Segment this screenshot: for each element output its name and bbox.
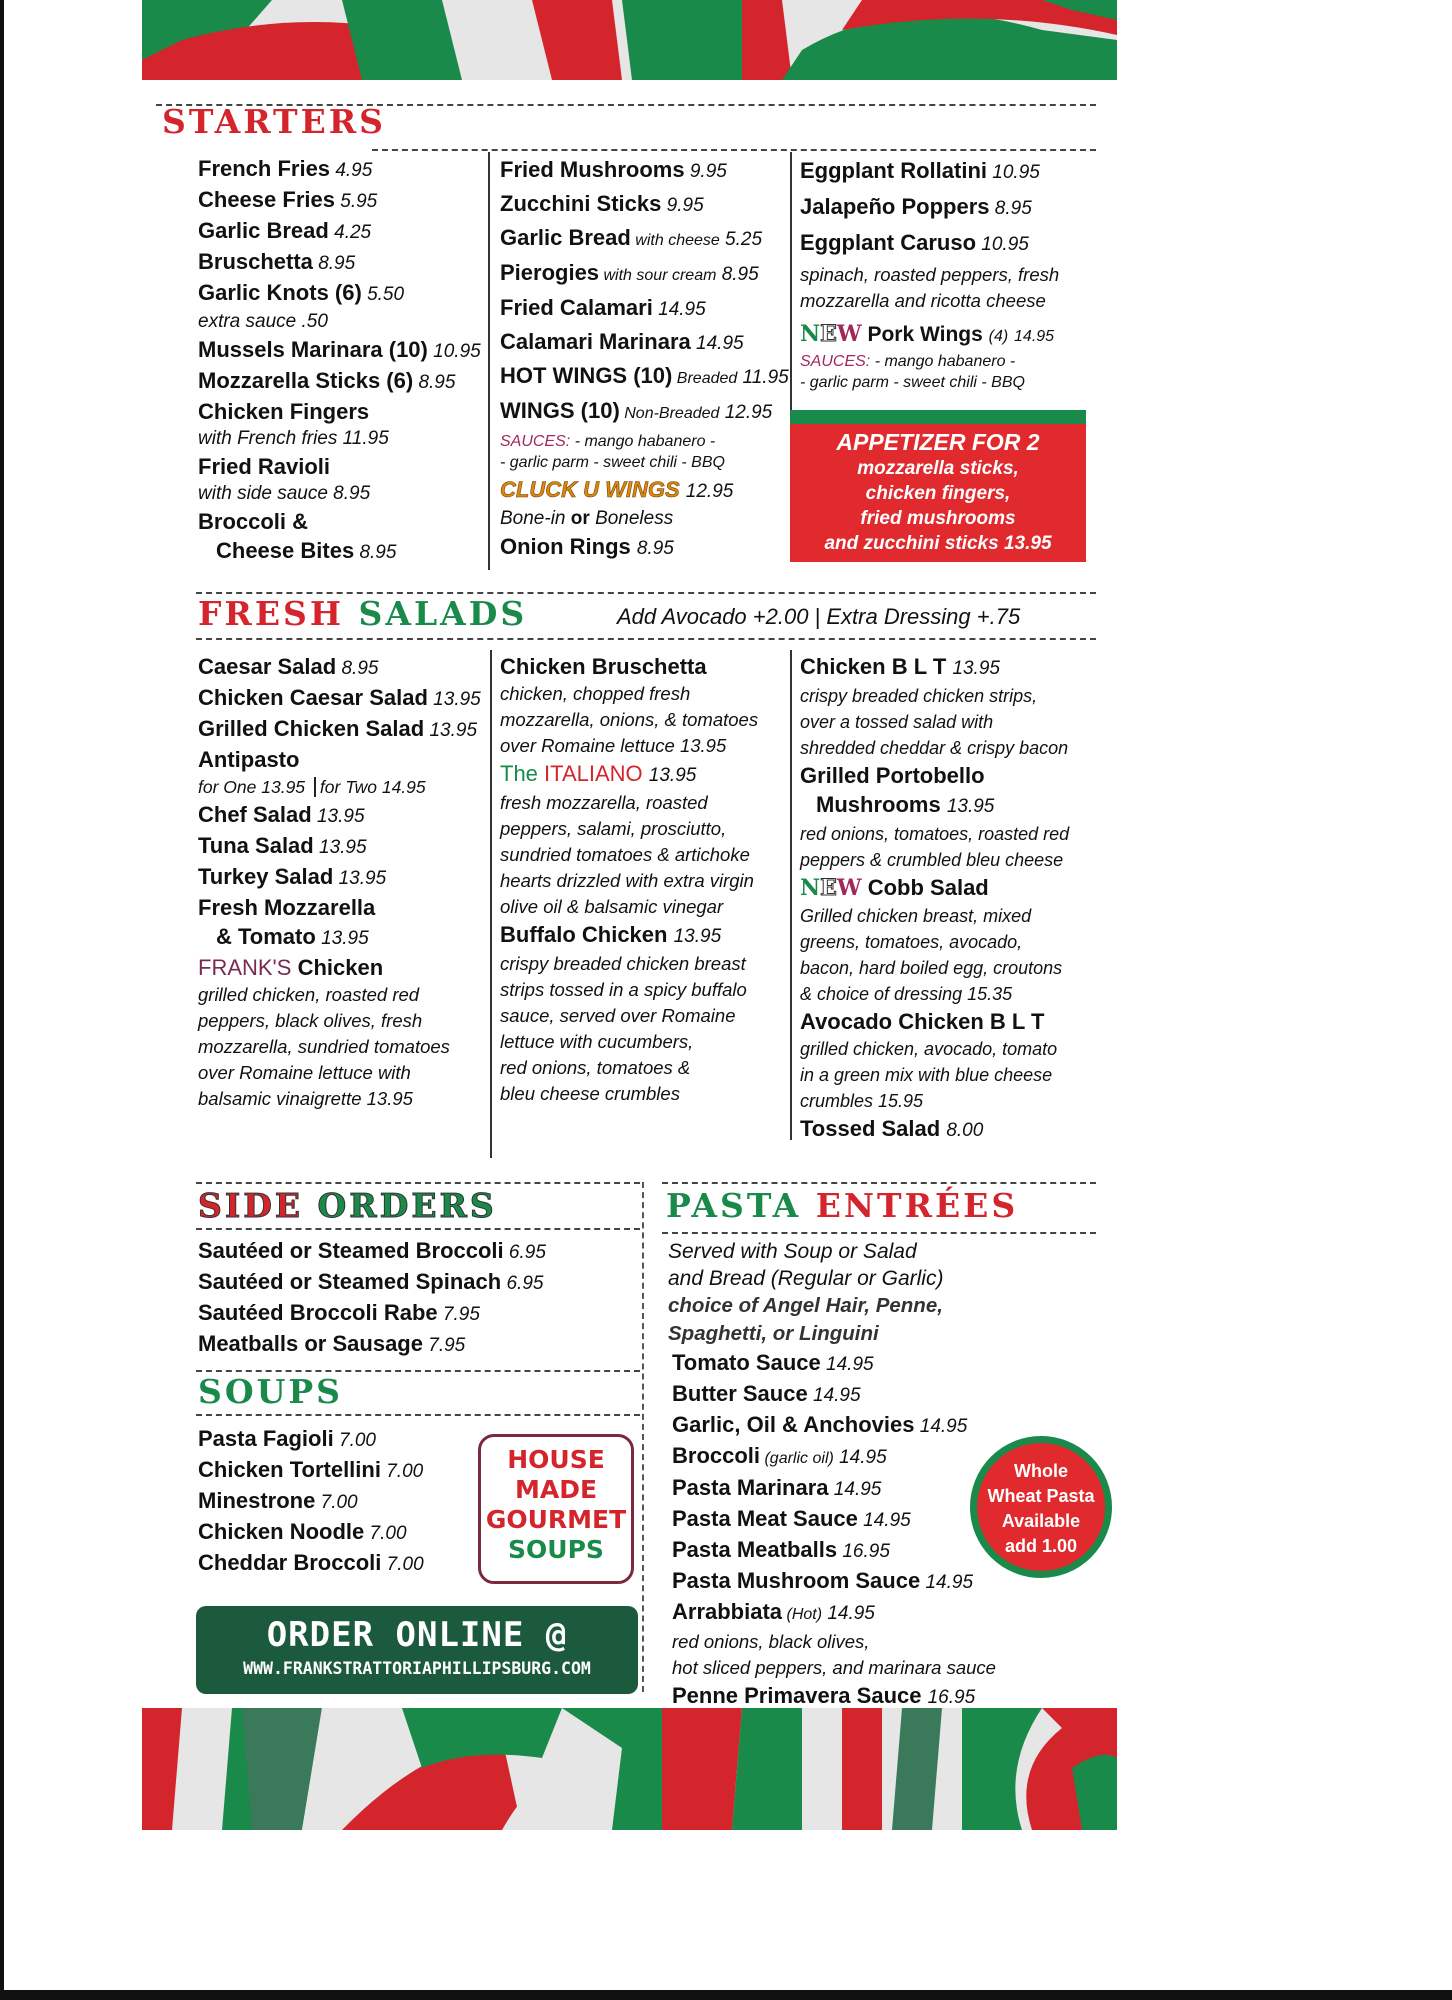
column-divider [642, 1182, 644, 1692]
starter-note: with French fries 11.95 [198, 428, 389, 449]
penne-primavera: Penne Primavera Sauce 16.95 [672, 1683, 976, 1708]
cobb-description: Grilled chicken breast, mixed [800, 906, 1032, 926]
item-name: Pierogies [500, 260, 600, 285]
item-name: Antipasto [198, 747, 300, 772]
arrabbiata-description: hot sliced peppers, and marinara sauce [672, 1657, 996, 1678]
tossed-salad: Tossed Salad 8.00 [800, 1116, 984, 1141]
pasta-item [672, 1535, 996, 1566]
pasta-served: Served with Soup or Salad [668, 1240, 917, 1263]
appetizer-line: fried mushrooms [860, 508, 1016, 529]
caruso-description: spinach, roasted peppers, fresh [800, 264, 1060, 285]
item-price: 8.95 [413, 372, 456, 393]
salads-column-2 [500, 652, 758, 1107]
buffalo-description: lettuce with cucumbers, [500, 1031, 694, 1052]
item-price: 5.95 [334, 191, 378, 212]
badge-line: Available [1001, 1511, 1081, 1531]
item-price: 14.95 [828, 1479, 882, 1500]
blt-description: crispy breaded chicken strips, [800, 686, 1038, 706]
starter-item [800, 226, 1059, 262]
buffalo-description: sauce, served over Romaine [500, 1005, 736, 1026]
item-name: WINGS (10) [500, 398, 620, 423]
buffalo-description: crispy breaded chicken breast [500, 953, 746, 974]
starter-item [500, 154, 789, 188]
starter-item [198, 185, 481, 216]
pasta-choice: Spaghetti, or Linguini [668, 1322, 879, 1345]
item-price: 14.95 [690, 333, 744, 354]
item-detail: (Hot) [782, 1606, 823, 1623]
buffalo-description: bleu cheese crumbles [500, 1083, 680, 1104]
appetizer-line: mozzarella sticks, [857, 458, 1019, 479]
soups-heading: SOUPS [198, 1372, 344, 1411]
item-name: Grilled Chicken Salad [198, 716, 425, 741]
starter-item [198, 278, 481, 309]
item-price: 13.95 [427, 689, 481, 710]
side-orders-list [198, 1236, 546, 1360]
appetizer-line: and zucchini sticks 13.95 [824, 533, 1052, 554]
item-name: Cheese Fries [198, 187, 335, 212]
item-price: 9.95 [684, 161, 727, 182]
cobb-description: & choice of dressing 15.35 [800, 984, 1013, 1004]
appetizer-line: chicken fingers, [865, 483, 1011, 504]
house-made-gourmet-soups-badge [478, 1434, 634, 1584]
chicken-blt: Chicken B L T 13.95 [800, 654, 1000, 679]
item-detail: with cheese [630, 232, 720, 249]
item-name: Eggplant Rollatini [800, 158, 987, 183]
item-price: 4.95 [330, 160, 373, 181]
item-price: 14.95 [914, 1416, 968, 1437]
starter-item [198, 247, 481, 278]
item-price: 7.00 [333, 1430, 376, 1451]
whole-wheat-pasta-badge [970, 1436, 1112, 1578]
item-price: 11.95 [737, 367, 789, 388]
item-name: Mussels Marinara (10) [198, 337, 428, 362]
item-name: Zucchini Sticks [500, 191, 662, 216]
appetizer-title: APPETIZER FOR 2 [836, 429, 1040, 455]
item-price: 4.25 [328, 222, 372, 243]
salad-item [198, 714, 481, 745]
franks-chicken: FRANK'S Chicken [198, 955, 384, 980]
soup-item [198, 1424, 424, 1455]
divider [196, 1414, 640, 1416]
item-name: Mozzarella Sticks (6) [198, 368, 414, 393]
soups-list [198, 1424, 424, 1579]
fresh-salads-heading: FRESH SALADS [198, 594, 528, 633]
item-name: Chicken Tortellini [198, 1457, 381, 1482]
starter-item [500, 395, 789, 430]
item-price: 14.95 [807, 1385, 861, 1406]
order-online-banner[interactable] [196, 1606, 638, 1694]
side-order-item [198, 1236, 546, 1267]
divider [196, 1228, 640, 1230]
italiano-description: peppers, salami, prosciutto, [500, 818, 727, 839]
item-name: Bruschetta [198, 249, 313, 274]
new-badge: NEW [800, 321, 862, 347]
item-name: Tuna Salad [198, 833, 314, 858]
starter-item [500, 222, 789, 257]
item-name: Pasta Fagioli [198, 1426, 334, 1451]
cobb-salad: NEW Cobb Salad [800, 875, 989, 901]
item-price: 5.50 [361, 284, 405, 305]
item-name: Turkey Salad [198, 864, 334, 889]
portobello-description: peppers & crumbled bleu cheese [800, 850, 1064, 870]
badge-line: Whole [1014, 1461, 1068, 1481]
salad-item [198, 831, 481, 862]
franks-description: balsamic vinaigrette 13.95 [198, 1088, 413, 1109]
starter-item [500, 257, 789, 292]
item-detail: Breaded [672, 370, 738, 387]
side-order-item [198, 1329, 546, 1360]
scan-bottom-edge [0, 1990, 1452, 2000]
item-price: 10.95 [987, 162, 1040, 183]
wings-sauces-line2: - garlic parm - sweet chili - BBQ [500, 454, 725, 471]
salad-item [198, 745, 481, 774]
soup-item [198, 1548, 424, 1579]
order-online-title: ORDER ONLINE @ [266, 1615, 568, 1655]
blt-description: over a tossed salad with [800, 712, 994, 732]
item-name: Fried Calamari [500, 295, 653, 320]
badge-line: add 1.00 [1004, 1536, 1078, 1556]
starters-heading: STARTERS [162, 102, 386, 141]
item-name: Pasta Mushroom Sauce [672, 1568, 921, 1593]
salad-item [198, 652, 481, 683]
salads-column-3 [800, 652, 1069, 1145]
starter-item [198, 366, 481, 397]
pork-wings: NEW Pork Wings (4) 14.95 [800, 321, 1055, 347]
bruschetta-description: chicken, chopped fresh [500, 683, 691, 704]
top-decorative-band [142, 0, 1117, 80]
starter-item [198, 154, 481, 185]
the-italiano: The ITALIANO 13.95 [500, 761, 697, 786]
cobb-description: greens, tomatoes, avocado, [800, 932, 1023, 952]
buffalo-description: strips tossed in a spicy buffalo [500, 979, 747, 1000]
blt-description: shredded cheddar & crispy bacon [800, 738, 1069, 758]
soup-item [198, 1455, 424, 1486]
pasta-item [672, 1597, 996, 1629]
starter-item [500, 292, 789, 326]
franks-description: over Romaine lettuce with [198, 1062, 411, 1083]
item-name: Broccoli & [198, 509, 309, 534]
wings-sauces: SAUCES: - mango habanero - [500, 433, 716, 450]
item-name: Pasta Meatballs [672, 1537, 838, 1562]
buffalo-chicken: Buffalo Chicken 13.95 [500, 922, 722, 947]
side-order-item [198, 1267, 546, 1298]
scan-edge [0, 0, 4, 2000]
badge-line: SOUPS [508, 1535, 604, 1564]
item-price: 5.25 [719, 229, 763, 250]
item-name: Minestrone [198, 1488, 316, 1513]
item-name: Cheese Bites [216, 538, 355, 563]
item-name: Chicken Fingers [198, 399, 370, 424]
cluck-options: Bone-in or Boneless [500, 508, 674, 529]
bruschetta-description: over Romaine lettuce 13.95 [500, 735, 727, 756]
salad-item [198, 800, 481, 831]
item-detail: (garlic oil) [760, 1450, 834, 1467]
starter-item [500, 188, 789, 222]
soup-item [198, 1517, 424, 1548]
pasta-item [672, 1410, 996, 1441]
pasta-item [672, 1348, 996, 1379]
grilled-portobello: Grilled Portobello [800, 763, 985, 788]
starter-item [198, 216, 481, 247]
item-price: 13.95 [315, 928, 369, 949]
starter-item [800, 190, 1059, 226]
item-name: Sautéed Broccoli Rabe [198, 1300, 438, 1325]
starter-item [198, 397, 481, 426]
item-price: 7.00 [315, 1492, 358, 1513]
italiano-description: fresh mozzarella, roasted [500, 792, 708, 813]
pork-sauces-line2: - garlic parm - sweet chili - BBQ [800, 374, 1025, 391]
starters-column-3 [800, 154, 1059, 393]
chicken-bruschetta: Chicken Bruschetta [500, 654, 707, 679]
divider [196, 1182, 640, 1184]
new-badge: NEW [800, 875, 862, 901]
salad-item [198, 862, 481, 893]
starter-note: extra sauce .50 [198, 311, 328, 332]
item-name: Tomato Sauce [672, 1350, 821, 1375]
cluck-u-wings: CLUCK U WINGS 12.95 [500, 477, 734, 502]
pasta-item [672, 1379, 996, 1410]
item-name: Sautéed or Steamed Broccoli [198, 1238, 504, 1263]
salad-extras: Add Avocado +2.00 | Extra Dressing +.75 [617, 604, 1021, 629]
avocado-blt-description: grilled chicken, avocado, tomato [800, 1039, 1058, 1059]
appetizer-for-2-box [790, 410, 1086, 562]
divider [662, 1232, 1096, 1234]
item-name: Calamari Marinara [500, 329, 691, 354]
item-price: 12.95 [719, 402, 773, 423]
franks-description: peppers, black olives, fresh [198, 1010, 423, 1031]
item-name: HOT WINGS (10) [500, 363, 673, 388]
item-name: Chicken Caesar Salad [198, 685, 428, 710]
italiano-description: olive oil & balsamic vinegar [500, 896, 724, 917]
bruschetta-description: mozzarella, onions, & tomatoes [500, 709, 759, 730]
starter-item [198, 536, 481, 567]
menu-page [142, 0, 1117, 1830]
item-price: 13.95 [424, 720, 478, 741]
avocado-blt-description: crumbles 15.95 [800, 1091, 924, 1111]
order-online-url[interactable]: WWW.FRANKSTRATTORIAPHILLIPSBURG.COM [243, 1659, 591, 1678]
item-name: Pasta Meat Sauce [672, 1506, 858, 1531]
pasta-item [672, 1473, 996, 1504]
item-name: Butter Sauce [672, 1381, 808, 1406]
italiano-description: sundried tomatoes & artichoke [500, 844, 750, 865]
item-price: 13.95 [313, 837, 367, 858]
item-price: 7.95 [437, 1304, 480, 1325]
column-divider [790, 152, 792, 412]
item-name: Eggplant Caruso [800, 230, 977, 255]
starter-note: with side sauce 8.95 [198, 483, 371, 504]
item-name: Chicken Noodle [198, 1519, 365, 1544]
pasta-item [672, 1441, 996, 1473]
pasta-column [668, 1238, 996, 1712]
pasta-item [672, 1504, 996, 1535]
item-price: 8.95 [354, 542, 397, 563]
badge-line: Wheat Pasta [987, 1486, 1095, 1506]
item-price: 9.95 [661, 195, 704, 216]
item-name: Sautéed or Steamed Spinach [198, 1269, 502, 1294]
badge-line: MADE [514, 1475, 598, 1504]
bottom-decorative-band [142, 1708, 1117, 1830]
item-price: 16.95 [837, 1541, 890, 1562]
item-price: 13.95 [311, 806, 365, 827]
soup-item [198, 1486, 424, 1517]
item-name: Chef Salad [198, 802, 312, 827]
item-name: Garlic, Oil & Anchovies [672, 1412, 915, 1437]
divider [372, 149, 1096, 151]
franks-description: mozzarella, sundried tomatoes [198, 1036, 450, 1057]
column-divider [488, 152, 490, 570]
starter-item [500, 360, 789, 395]
item-price: 8.95 [312, 253, 356, 274]
pasta-choice: choice of Angel Hair, Penne, [668, 1294, 943, 1317]
item-price: 8.95 [716, 264, 759, 285]
starter-item [198, 335, 481, 366]
buffalo-description: red onions, tomatoes & [500, 1057, 691, 1078]
cobb-description: bacon, hard boiled egg, croutons [800, 958, 1063, 978]
item-price: 14.95 [920, 1572, 974, 1593]
item-price: 8.95 [989, 198, 1032, 219]
item-price: 14.95 [833, 1447, 887, 1468]
divider [196, 638, 1096, 640]
item-name: Fried Mushrooms [500, 157, 685, 182]
item-name: Garlic Knots (6) [198, 280, 362, 305]
item-price: 10.95 [976, 234, 1029, 255]
item-name: Garlic Bread [500, 225, 631, 250]
starter-item [500, 326, 789, 360]
item-name: Caesar Salad [198, 654, 337, 679]
starter-item [198, 452, 481, 481]
item-name: & Tomato [216, 924, 316, 949]
divider [662, 1182, 1096, 1184]
item-price: 7.95 [422, 1335, 466, 1356]
avocado-blt-description: in a green mix with blue cheese [800, 1065, 1053, 1085]
item-price: 7.00 [381, 1554, 424, 1575]
pasta-entrees-heading: PASTA ENTRÉES [666, 1186, 1019, 1225]
item-price: 10.95 [427, 341, 481, 362]
grilled-portobello-line2: Mushrooms 13.95 [816, 792, 995, 817]
salads-column-1 [198, 652, 481, 1112]
salad-item [198, 922, 481, 953]
avocado-chicken-blt: Avocado Chicken B L T [800, 1009, 1045, 1034]
item-name: Broccoli [672, 1443, 761, 1468]
franks-description: grilled chicken, roasted red [198, 984, 420, 1005]
item-name: Fresh Mozzarella [198, 895, 376, 920]
item-price: 8.95 [336, 658, 379, 679]
item-name: Cheddar Broccoli [198, 1550, 382, 1575]
italiano-description: hearts drizzled with extra virgin [500, 870, 754, 891]
pasta-served: and Bread (Regular or Garlic) [668, 1267, 944, 1290]
item-name: Meatballs or Sausage [198, 1331, 423, 1356]
onion-rings: Onion Rings 8.95 [500, 534, 674, 559]
pasta-item [672, 1566, 996, 1597]
antipasto-sizes: for One 13.95 for Two 14.95 [198, 777, 426, 797]
side-orders-heading: SIDE ORDERS [198, 1186, 497, 1225]
starter-item [800, 154, 1059, 190]
item-price: 13.95 [333, 868, 387, 889]
arrabbiata-description: red onions, black olives, [672, 1631, 870, 1652]
item-price: 6.95 [503, 1242, 546, 1263]
badge-line: GOURMET [485, 1505, 627, 1534]
item-detail: with sour cream [599, 267, 717, 284]
item-price: 14.95 [820, 1354, 874, 1375]
item-name: Fried Ravioli [198, 454, 331, 479]
salad-item [198, 893, 481, 922]
item-price: 7.00 [364, 1523, 407, 1544]
pork-sauces: SAUCES: - mango habanero - [800, 353, 1016, 370]
item-name: Jalapeño Poppers [800, 194, 990, 219]
item-price: 14.95 [822, 1603, 875, 1624]
starters-column-2 [500, 154, 789, 563]
badge-line: HOUSE [507, 1445, 605, 1474]
item-name: Arrabbiata [672, 1599, 783, 1624]
starters-column-1 [198, 154, 481, 567]
item-detail: Non-Breaded [619, 405, 720, 422]
item-price: 6.95 [501, 1273, 544, 1294]
item-name: French Fries [198, 156, 331, 181]
column-divider [490, 650, 492, 1158]
salad-item [198, 683, 481, 714]
starter-item [198, 507, 481, 536]
portobello-description: red onions, tomatoes, roasted red [800, 824, 1070, 844]
item-price: 14.95 [857, 1510, 911, 1531]
item-price: 14.95 [652, 299, 706, 320]
column-divider [790, 650, 792, 1140]
item-name: Garlic Bread [198, 218, 329, 243]
item-name: Pasta Marinara [672, 1475, 829, 1500]
caruso-description: mozzarella and ricotta cheese [800, 290, 1046, 311]
side-order-item [198, 1298, 546, 1329]
item-price: 7.00 [380, 1461, 424, 1482]
